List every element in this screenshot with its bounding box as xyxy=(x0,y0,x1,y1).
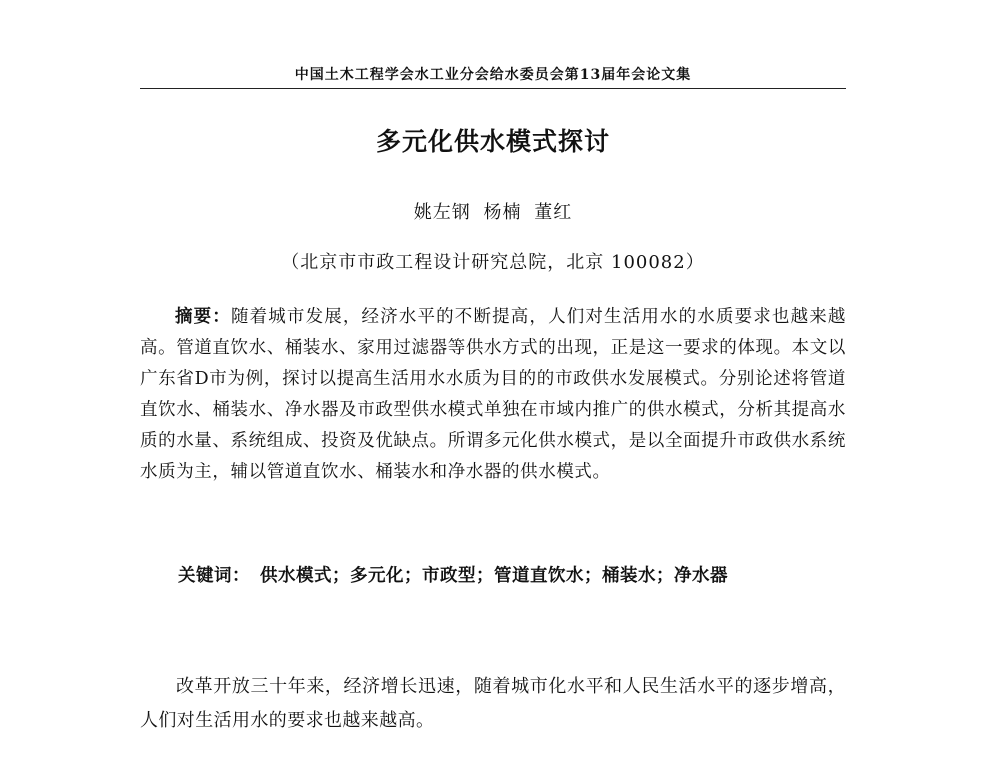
header-rule xyxy=(140,88,846,89)
abstract-text: 随着城市发展，经济水平的不断提高，人们对生活用水的水质要求也越来越高。管道直饮水、桶装水、家用过滤器等供水方式的出现，正是这一要求的体现。本文以广东省D市为例，探讨以提高生活用水水质为目的的市政供水发展模式。分别论述将管道直饮水、桶装水、净水器及市政型供水模式单独在市域内推广的供水模式，分析其提高水质的水量、系统组成、投资及优缺点。所谓多元化供水模式，是以全面提升市政供水系统水质为主，辅以管道直饮水、桶装水和净水器的供水模式。 xyxy=(140,307,846,482)
affiliation: （北京市市政工程设计研究总院，北京 100082） xyxy=(281,252,705,273)
abstract xyxy=(140,302,846,488)
keywords-label: 关键词： xyxy=(178,566,250,586)
keywords-text: 供水模式；多元化；市政型；管道直饮水；桶装水；净水器 xyxy=(260,566,728,586)
body-paragraph: 改革开放三十年来，经济增长迅速，随着城市化水平和人民生活水平的逐步增高，人们对生活用水的要求也越来越高。 xyxy=(140,676,846,731)
running-header: 中国土木工程学会水工业分会给水委员会第13届年会论文集 xyxy=(294,67,692,83)
author-list: 姚左钢 杨楠 董红 xyxy=(413,202,573,223)
abstract-label: 摘要： xyxy=(175,307,231,327)
keywords xyxy=(178,562,846,587)
paper-title: 多元化供水模式探讨 xyxy=(375,127,610,156)
